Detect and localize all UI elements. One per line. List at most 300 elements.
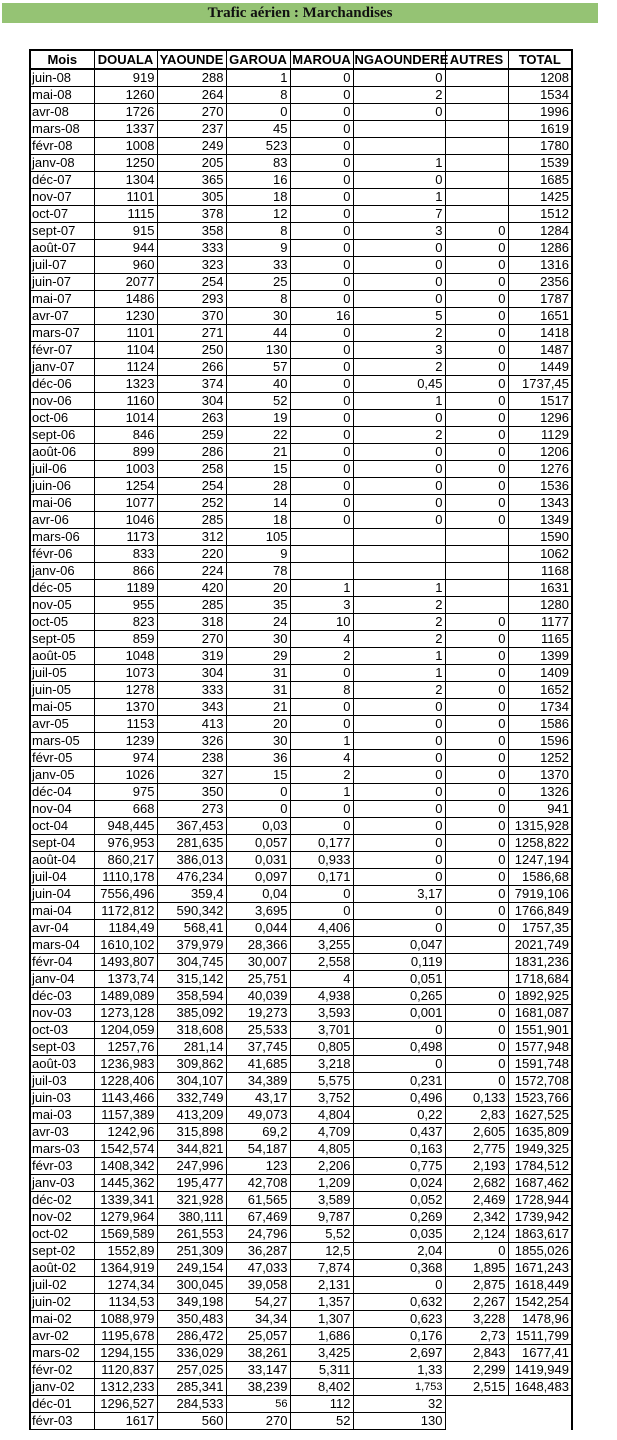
cell-total: 1591,748 (508, 1056, 572, 1073)
cell-ngaoundere: 0,437 (353, 1124, 445, 1141)
cell-garoua: 33,147 (226, 1362, 290, 1379)
cell-douala: 1294,155 (94, 1345, 157, 1362)
cell-mois: nov-03 (30, 1005, 94, 1022)
cell-total: 1685 (508, 172, 572, 189)
cell-douala: 1323 (94, 376, 157, 393)
cell-autres (445, 172, 508, 189)
cell-douala: 899 (94, 444, 157, 461)
cell-yaounde: 333 (157, 682, 226, 699)
cell-yaounde: 264 (157, 87, 226, 104)
cell-maroua: 0,933 (290, 852, 353, 869)
cell-mois: janv-04 (30, 971, 94, 988)
cell-autres: 2,267 (445, 1294, 508, 1311)
cell-mois: sept-04 (30, 835, 94, 852)
cell-autres: 0 (445, 1073, 508, 1090)
cell-mois: mars-02 (30, 1345, 94, 1362)
cell-autres (445, 121, 508, 138)
cell-mois: déc-01 (30, 1396, 94, 1413)
cell-garoua: 25,533 (226, 1022, 290, 1039)
cell-yaounde: 380,111 (157, 1209, 226, 1226)
cell-douala: 944 (94, 240, 157, 257)
cell-ngaoundere: 0,176 (353, 1328, 445, 1345)
cell-mois: déc-07 (30, 172, 94, 189)
cell-ngaoundere: 3,17 (353, 886, 445, 903)
table-row (30, 614, 572, 631)
cell-garoua: 69,2 (226, 1124, 290, 1141)
cell-douala: 1228,406 (94, 1073, 157, 1090)
cell-mois: sept-03 (30, 1039, 94, 1056)
cell-yaounde: 304 (157, 393, 226, 410)
cell-yaounde: 300,045 (157, 1277, 226, 1294)
cell-ngaoundere: 2,04 (353, 1243, 445, 1260)
cell-maroua: 0 (290, 104, 353, 121)
table-row (30, 869, 572, 886)
table-row (30, 920, 572, 937)
cell-autres: 0 (445, 784, 508, 801)
cell-douala: 1003 (94, 461, 157, 478)
cell-ngaoundere: 7 (353, 206, 445, 223)
cell-mois: avr-04 (30, 920, 94, 937)
cell-total: 1949,325 (508, 1141, 572, 1158)
table-row (30, 172, 572, 189)
cell-yaounde: 270 (157, 631, 226, 648)
table-row (30, 138, 572, 155)
cell-garoua: 52 (226, 393, 290, 410)
cell-ngaoundere: 0,623 (353, 1311, 445, 1328)
cell-maroua: 52 (290, 1413, 353, 1430)
cell-yaounde: 263 (157, 410, 226, 427)
cell-maroua: 5,575 (290, 1073, 353, 1090)
cell-mois: oct-04 (30, 818, 94, 835)
cell-douala: 1008 (94, 138, 157, 155)
cell-douala: 975 (94, 784, 157, 801)
cell-autres: 0 (445, 767, 508, 784)
cell-garoua: 123 (226, 1158, 290, 1175)
cell-total: 1165 (508, 631, 572, 648)
cell-yaounde: 385,092 (157, 1005, 226, 1022)
cell-autres (445, 954, 508, 971)
cell-ngaoundere: 1 (353, 648, 445, 665)
table-row (30, 1073, 572, 1090)
cell-mois: juin-04 (30, 886, 94, 903)
cell-autres: 2,342 (445, 1209, 508, 1226)
cell-total: 1542,254 (508, 1294, 572, 1311)
cell-garoua: 8 (226, 87, 290, 104)
table-row (30, 325, 572, 342)
cell-yaounde: 261,553 (157, 1226, 226, 1243)
cell-ngaoundere: 3 (353, 342, 445, 359)
cell-yaounde: 259 (157, 427, 226, 444)
cell-maroua: 0 (290, 818, 353, 835)
cell-yaounde: 367,453 (157, 818, 226, 835)
cell-ngaoundere: 2 (353, 682, 445, 699)
cell-total: 1757,35 (508, 920, 572, 937)
table-row (30, 1277, 572, 1294)
cell-ngaoundere: 0 (353, 716, 445, 733)
cell-garoua: 30,007 (226, 954, 290, 971)
cell-total: 1855,026 (508, 1243, 572, 1260)
cell-garoua: 42,708 (226, 1175, 290, 1192)
cell-garoua: 1 (226, 69, 290, 87)
cell-total: 1652 (508, 682, 572, 699)
cell-maroua: 4 (290, 971, 353, 988)
cell-maroua: 0 (290, 495, 353, 512)
cell-douala: 1408,342 (94, 1158, 157, 1175)
cell-garoua: 29 (226, 648, 290, 665)
table-row (30, 818, 572, 835)
cell-yaounde: 560 (157, 1413, 226, 1430)
table-row (30, 1039, 572, 1056)
cell-yaounde: 305 (157, 189, 226, 206)
cell-autres: 0 (445, 495, 508, 512)
cell-douala: 1274,34 (94, 1277, 157, 1294)
cell-ngaoundere: 0,269 (353, 1209, 445, 1226)
cell-total: 1286 (508, 240, 572, 257)
cell-mois: juil-02 (30, 1277, 94, 1294)
cell-total: 1349 (508, 512, 572, 529)
cell-douala: 846 (94, 427, 157, 444)
cell-ngaoundere: 0 (353, 801, 445, 818)
cell-maroua: 4,406 (290, 920, 353, 937)
cell-ngaoundere: 0 (353, 495, 445, 512)
cell-yaounde: 257,025 (157, 1362, 226, 1379)
cell-maroua: 0 (290, 138, 353, 155)
cell-mois: déc-05 (30, 580, 94, 597)
cell-yaounde: 476,234 (157, 869, 226, 886)
cell-autres: 2,193 (445, 1158, 508, 1175)
cell-total: 1280 (508, 597, 572, 614)
cell-total: 1677,41 (508, 1345, 572, 1362)
cell-garoua: 270 (226, 1413, 290, 1430)
cell-total: 1062 (508, 546, 572, 563)
cell-yaounde: 420 (157, 580, 226, 597)
cell-autres: 0 (445, 699, 508, 716)
cell-autres: 0 (445, 223, 508, 240)
cell-autres: 2,515 (445, 1379, 508, 1396)
cell-maroua: 0 (290, 376, 353, 393)
table-row (30, 1090, 572, 1107)
cell-mois: juil-07 (30, 257, 94, 274)
cell-mois: avr-03 (30, 1124, 94, 1141)
cell-mois: mars-08 (30, 121, 94, 138)
cell-ngaoundere: 0 (353, 104, 445, 121)
cell-maroua: 0 (290, 223, 353, 240)
table-row (30, 1328, 572, 1345)
cell-mois: janv-06 (30, 563, 94, 580)
table-row (30, 1260, 572, 1277)
cell-douala: 1101 (94, 325, 157, 342)
cell-yaounde: 590,342 (157, 903, 226, 920)
cell-yaounde: 318 (157, 614, 226, 631)
cell-mois: févr-05 (30, 750, 94, 767)
cell-yaounde: 568,41 (157, 920, 226, 937)
table-row (30, 699, 572, 716)
cell-garoua: 0 (226, 784, 290, 801)
cell-yaounde: 344,821 (157, 1141, 226, 1158)
cell-yaounde: 326 (157, 733, 226, 750)
cell-mois: mai-07 (30, 291, 94, 308)
cell-autres: 2,682 (445, 1175, 508, 1192)
cell-autres: 0 (445, 733, 508, 750)
cell-total: 1534 (508, 87, 572, 104)
table-row (30, 1311, 572, 1328)
cell-garoua: 8 (226, 223, 290, 240)
cell-total: 1631 (508, 580, 572, 597)
cell-mois: févr-06 (30, 546, 94, 563)
cell-maroua: 3,752 (290, 1090, 353, 1107)
cell-garoua: 0,03 (226, 818, 290, 835)
cell-mois: sept-02 (30, 1243, 94, 1260)
header-yaounde: YAOUNDE (157, 50, 226, 69)
table-row (30, 937, 572, 954)
cell-yaounde: 319 (157, 648, 226, 665)
table-row (30, 427, 572, 444)
cell-autres: 0 (445, 886, 508, 903)
table-row (30, 682, 572, 699)
cell-total: 1577,948 (508, 1039, 572, 1056)
cell-mois: déc-03 (30, 988, 94, 1005)
cell-yaounde: 359,4 (157, 886, 226, 903)
cell-yaounde: 237 (157, 121, 226, 138)
cell-total: 1618,449 (508, 1277, 572, 1294)
cell-ngaoundere: 2 (353, 427, 445, 444)
cell-mois: mai-05 (30, 699, 94, 716)
cell-ngaoundere: 0,051 (353, 971, 445, 988)
cell-total: 1648,483 (508, 1379, 572, 1396)
cell-douala: 1115 (94, 206, 157, 223)
cell-maroua: 10 (290, 614, 353, 631)
cell-autres: 0 (445, 291, 508, 308)
cell-ngaoundere: 0 (353, 240, 445, 257)
cell-mois: mai-02 (30, 1311, 94, 1328)
cell-mois: juin-07 (30, 274, 94, 291)
cell-mois: août-05 (30, 648, 94, 665)
cell-mois: janv-07 (30, 359, 94, 376)
cell-autres: 0 (445, 903, 508, 920)
cell-autres: 2,83 (445, 1107, 508, 1124)
cell-garoua: 67,469 (226, 1209, 290, 1226)
cell-autres: 0 (445, 1005, 508, 1022)
cell-douala: 1120,837 (94, 1362, 157, 1379)
table-row (30, 69, 572, 87)
cell-ngaoundere: 0,119 (353, 954, 445, 971)
cell-maroua: 0 (290, 461, 353, 478)
cell-total: 1258,822 (508, 835, 572, 852)
cell-douala: 1104 (94, 342, 157, 359)
cell-maroua: 0 (290, 801, 353, 818)
cell-autres: 3,228 (445, 1311, 508, 1328)
cell-total: 1168 (508, 563, 572, 580)
cell-total: 1627,525 (508, 1107, 572, 1124)
cell-ngaoundere: 0,024 (353, 1175, 445, 1192)
cell-maroua: 0 (290, 189, 353, 206)
cell-ngaoundere: 2 (353, 359, 445, 376)
cell-mois: févr-08 (30, 138, 94, 155)
cell-douala: 1160 (94, 393, 157, 410)
cell-total: 1449 (508, 359, 572, 376)
cell-total: 1284 (508, 223, 572, 240)
cell-ngaoundere: 32 (353, 1396, 445, 1413)
cell-mois: févr-02 (30, 1362, 94, 1379)
cell-ngaoundere: 0 (353, 291, 445, 308)
cell-autres (445, 69, 508, 87)
cell-douala: 974 (94, 750, 157, 767)
cell-maroua: 0 (290, 444, 353, 461)
cell-douala: 1445,362 (94, 1175, 157, 1192)
cell-maroua: 0 (290, 410, 353, 427)
table-row (30, 1124, 572, 1141)
table-row (30, 444, 572, 461)
cell-yaounde: 358 (157, 223, 226, 240)
table-row (30, 376, 572, 393)
cell-mois: oct-02 (30, 1226, 94, 1243)
cell-douala: 859 (94, 631, 157, 648)
cell-douala: 1134,53 (94, 1294, 157, 1311)
table-row (30, 87, 572, 104)
cell-maroua: 4,804 (290, 1107, 353, 1124)
cell-garoua: 19 (226, 410, 290, 427)
cell-autres (445, 971, 508, 988)
cell-douala: 866 (94, 563, 157, 580)
cell-douala: 1486 (94, 291, 157, 308)
cell-yaounde: 318,608 (157, 1022, 226, 1039)
cell-mois: juin-02 (30, 1294, 94, 1311)
cell-yaounde: 309,862 (157, 1056, 226, 1073)
table-row (30, 206, 572, 223)
cell-maroua: 1,357 (290, 1294, 353, 1311)
cell-autres: 0 (445, 393, 508, 410)
cell-autres: 0 (445, 359, 508, 376)
cell-mois: nov-07 (30, 189, 94, 206)
cell-ngaoundere: 0 (353, 733, 445, 750)
cell-yaounde: 286,472 (157, 1328, 226, 1345)
cell-yaounde: 333 (157, 240, 226, 257)
cell-yaounde: 220 (157, 546, 226, 563)
cell-garoua: 40,039 (226, 988, 290, 1005)
cell-ngaoundere: 0 (353, 767, 445, 784)
cell-ngaoundere: 2 (353, 597, 445, 614)
cell-mois: oct-06 (30, 410, 94, 427)
cell-total: 1734 (508, 699, 572, 716)
cell-yaounde: 251,309 (157, 1243, 226, 1260)
cell-douala: 1364,919 (94, 1260, 157, 1277)
cell-autres: 2,775 (445, 1141, 508, 1158)
cell-douala: 1250 (94, 155, 157, 172)
cell-ngaoundere: 0,047 (353, 937, 445, 954)
cell-maroua: 4 (290, 750, 353, 767)
table-row (30, 359, 572, 376)
cell-mois: juil-04 (30, 869, 94, 886)
cell-total: 1863,617 (508, 1226, 572, 1243)
cell-maroua: 0 (290, 274, 353, 291)
cell-mois: déc-06 (30, 376, 94, 393)
cell-ngaoundere: 1 (353, 189, 445, 206)
cell-garoua: 20 (226, 580, 290, 597)
cell-autres: 0 (445, 308, 508, 325)
cell-total: 1418 (508, 325, 572, 342)
cell-mois: juil-05 (30, 665, 94, 682)
cell-total: 1996 (508, 104, 572, 121)
cell-total: 1517 (508, 393, 572, 410)
cell-garoua: 30 (226, 308, 290, 325)
cell-maroua: 0 (290, 427, 353, 444)
cell-autres: 0 (445, 1039, 508, 1056)
cell-yaounde: 285,341 (157, 1379, 226, 1396)
cell-garoua: 33 (226, 257, 290, 274)
cell-maroua: 5,52 (290, 1226, 353, 1243)
cell-yaounde: 254 (157, 274, 226, 291)
cell-maroua: 0 (290, 478, 353, 495)
cell-douala: 1339,341 (94, 1192, 157, 1209)
cell-maroua: 9,787 (290, 1209, 353, 1226)
table-row (30, 631, 572, 648)
cell-maroua: 0,171 (290, 869, 353, 886)
cell-mois: juil-03 (30, 1073, 94, 1090)
header-douala: DOUALA (94, 50, 157, 69)
cell-total (508, 1396, 572, 1413)
cell-maroua: 1,686 (290, 1328, 353, 1345)
table-row (30, 852, 572, 869)
cell-douala: 1610,102 (94, 937, 157, 954)
cell-mois: août-03 (30, 1056, 94, 1073)
cell-total: 1276 (508, 461, 572, 478)
cell-autres: 0 (445, 852, 508, 869)
cell-ngaoundere: 0,632 (353, 1294, 445, 1311)
cell-ngaoundere: 0 (353, 835, 445, 852)
cell-total: 1409 (508, 665, 572, 682)
table-row (30, 410, 572, 427)
cell-douala: 960 (94, 257, 157, 274)
cell-ngaoundere: 0 (353, 1022, 445, 1039)
cell-autres: 0 (445, 631, 508, 648)
cell-maroua: 3,701 (290, 1022, 353, 1039)
cell-douala: 1173 (94, 529, 157, 546)
table-row (30, 155, 572, 172)
cell-douala: 1337 (94, 121, 157, 138)
cell-ngaoundere (353, 121, 445, 138)
table-row (30, 801, 572, 818)
cell-mois: juin-05 (30, 682, 94, 699)
cell-garoua: 15 (226, 461, 290, 478)
table-row (30, 291, 572, 308)
table-row (30, 988, 572, 1005)
cell-total: 1831,236 (508, 954, 572, 971)
table-row (30, 495, 572, 512)
cell-douala: 1257,76 (94, 1039, 157, 1056)
cell-autres: 0 (445, 274, 508, 291)
cell-total: 7919,106 (508, 886, 572, 903)
cell-garoua: 0 (226, 104, 290, 121)
cell-garoua: 39,058 (226, 1277, 290, 1294)
cell-yaounde: 365 (157, 172, 226, 189)
cell-mois: juin-06 (30, 478, 94, 495)
cell-douala: 1242,96 (94, 1124, 157, 1141)
cell-autres: 2,124 (445, 1226, 508, 1243)
cell-garoua: 54,187 (226, 1141, 290, 1158)
cell-douala: 1569,589 (94, 1226, 157, 1243)
cell-garoua: 28,366 (226, 937, 290, 954)
cell-total: 1247,194 (508, 852, 572, 869)
table-row (30, 597, 572, 614)
cell-ngaoundere (353, 563, 445, 580)
cell-douala: 919 (94, 69, 157, 87)
cell-yaounde: 378 (157, 206, 226, 223)
cell-total: 1651 (508, 308, 572, 325)
cell-autres: 0 (445, 461, 508, 478)
table-row (30, 342, 572, 359)
table-row (30, 257, 572, 274)
cell-yaounde: 238 (157, 750, 226, 767)
